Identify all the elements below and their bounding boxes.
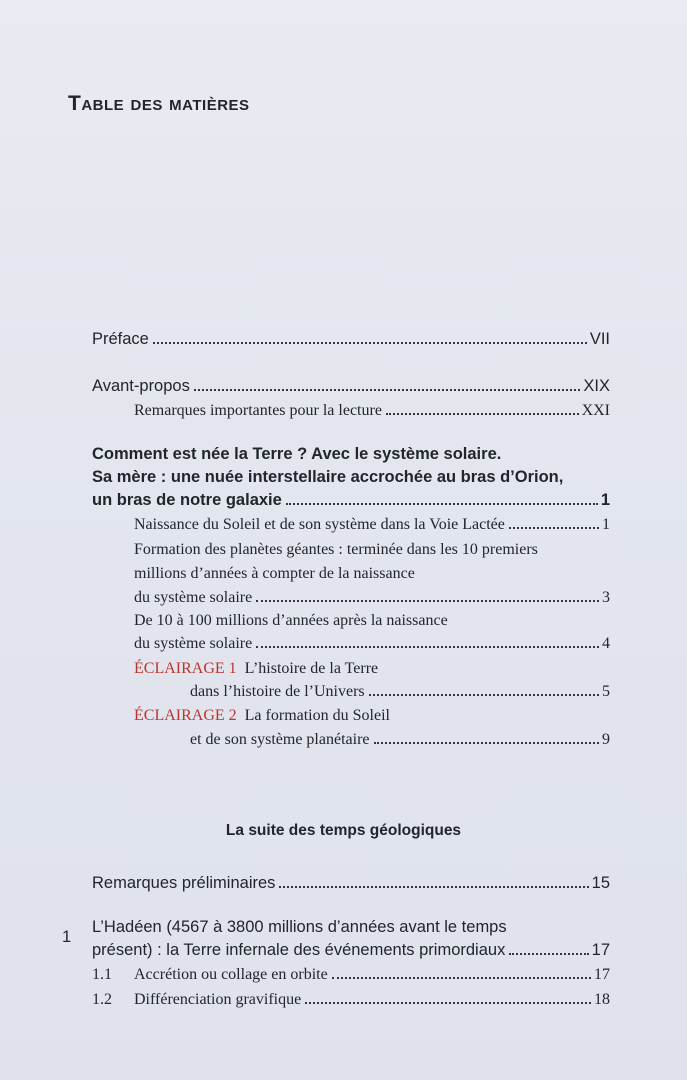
toc-page-number: 3: [602, 589, 610, 606]
toc-entry-hadeen[interactable]: [92, 941, 610, 960]
toc-label: dans l’histoire de l’Univers: [190, 683, 365, 700]
dot-leader: [256, 599, 599, 602]
toc-label: Remarques importantes pour la lecture: [134, 402, 382, 419]
toc-page-number: 15: [591, 874, 610, 892]
toc-label: Accrétion ou collage en orbite: [134, 966, 328, 983]
dot-leader: [369, 693, 599, 696]
dot-leader: [332, 976, 591, 979]
toc-page-number: 5: [602, 683, 610, 700]
eclairage-tag: ÉCLAIRAGE 2: [134, 707, 237, 724]
toc-entry-naissance-soleil[interactable]: [134, 516, 610, 534]
subsection-number: 1.1: [92, 966, 112, 983]
toc-label: Différenciation gravifique: [134, 991, 302, 1008]
dot-leader: [374, 741, 600, 744]
eclairage-title: L’histoire de la Terre: [244, 660, 379, 677]
toc-entry-remarques[interactable]: [134, 402, 610, 420]
toc-label: présent) : la Terre infernale des événements primordiaux: [92, 941, 506, 959]
dot-leader: [509, 952, 588, 955]
toc-page-number: 1: [602, 516, 610, 533]
toc-label: un bras de notre galaxie: [92, 491, 282, 509]
toc-entry-avant-propos[interactable]: [92, 377, 610, 396]
toc-entry-eclairage-1[interactable]: [190, 683, 610, 701]
toc-entry-preface[interactable]: [92, 330, 610, 349]
toc-entry-line[interactable]: [134, 660, 378, 678]
toc-entry-planetes-geantes[interactable]: [134, 589, 610, 607]
toc-label: Naissance du Soleil et de son système dans la Voie Lactée: [134, 516, 505, 533]
toc-entry-dix-a-cent[interactable]: [134, 635, 610, 653]
eclairage-tag: ÉCLAIRAGE 1: [134, 660, 237, 677]
toc-chapter-line[interactable]: Comment est née la Terre ? Avec le système solaire.: [92, 445, 502, 463]
subsection-number: 1.2: [92, 991, 112, 1008]
toc-page-number: 1: [600, 491, 610, 509]
toc-chapter-line[interactable]: L’Hadéen (4567 à 3800 millions d’années avant le temps: [92, 918, 507, 936]
toc-label: Préface: [92, 330, 149, 348]
toc-page-number: XXI: [581, 402, 610, 419]
toc-entry-line[interactable]: [134, 707, 390, 725]
dot-leader: [286, 502, 598, 505]
section-heading: La suite des temps géologiques: [225, 822, 462, 839]
toc-entry-subsection[interactable]: [134, 966, 610, 984]
eclairage-title: La formation du Soleil: [244, 707, 390, 724]
dot-leader: [509, 526, 599, 529]
dot-leader: [153, 341, 587, 344]
toc-label: Avant-propos: [92, 377, 190, 395]
toc-entry-line[interactable]: De 10 à 100 millions d’années après la naissance: [134, 612, 448, 629]
dot-leader: [256, 645, 599, 648]
toc-page-number: 18: [594, 991, 610, 1008]
toc-page-number: VII: [589, 330, 610, 348]
chapter-number: 1: [62, 928, 72, 946]
toc-label: du système solaire: [134, 635, 253, 652]
toc-label: du système solaire: [134, 589, 253, 606]
toc-entry-chapitre-origine[interactable]: [92, 491, 610, 510]
toc-chapter-line[interactable]: Sa mère : une nuée interstellaire accrochée au bras d’Orion,: [92, 468, 564, 486]
toc-label: Remarques préliminaires: [92, 874, 276, 892]
toc-label: et de son système planétaire: [190, 731, 370, 748]
toc-page-number: 4: [602, 635, 610, 652]
page-title: Table des matières: [68, 92, 250, 115]
dot-leader: [305, 1001, 591, 1004]
toc-page-number: 9: [602, 731, 610, 748]
toc-page-number: XIX: [583, 377, 610, 395]
toc-entry-remarques-preliminaires[interactable]: [92, 874, 610, 893]
toc-entry-line[interactable]: millions d’années à compter de la naissance: [134, 565, 415, 582]
dot-leader: [279, 885, 588, 888]
toc-entry-line[interactable]: Formation des planètes géantes : terminée dans les 10 premiers: [134, 541, 538, 558]
toc-entry-eclairage-2[interactable]: [190, 731, 610, 749]
toc-page-number: 17: [591, 941, 610, 959]
toc-entry-subsection[interactable]: [134, 991, 610, 1009]
dot-leader: [386, 412, 579, 415]
toc-page-number: 17: [594, 966, 610, 983]
dot-leader: [194, 388, 581, 391]
